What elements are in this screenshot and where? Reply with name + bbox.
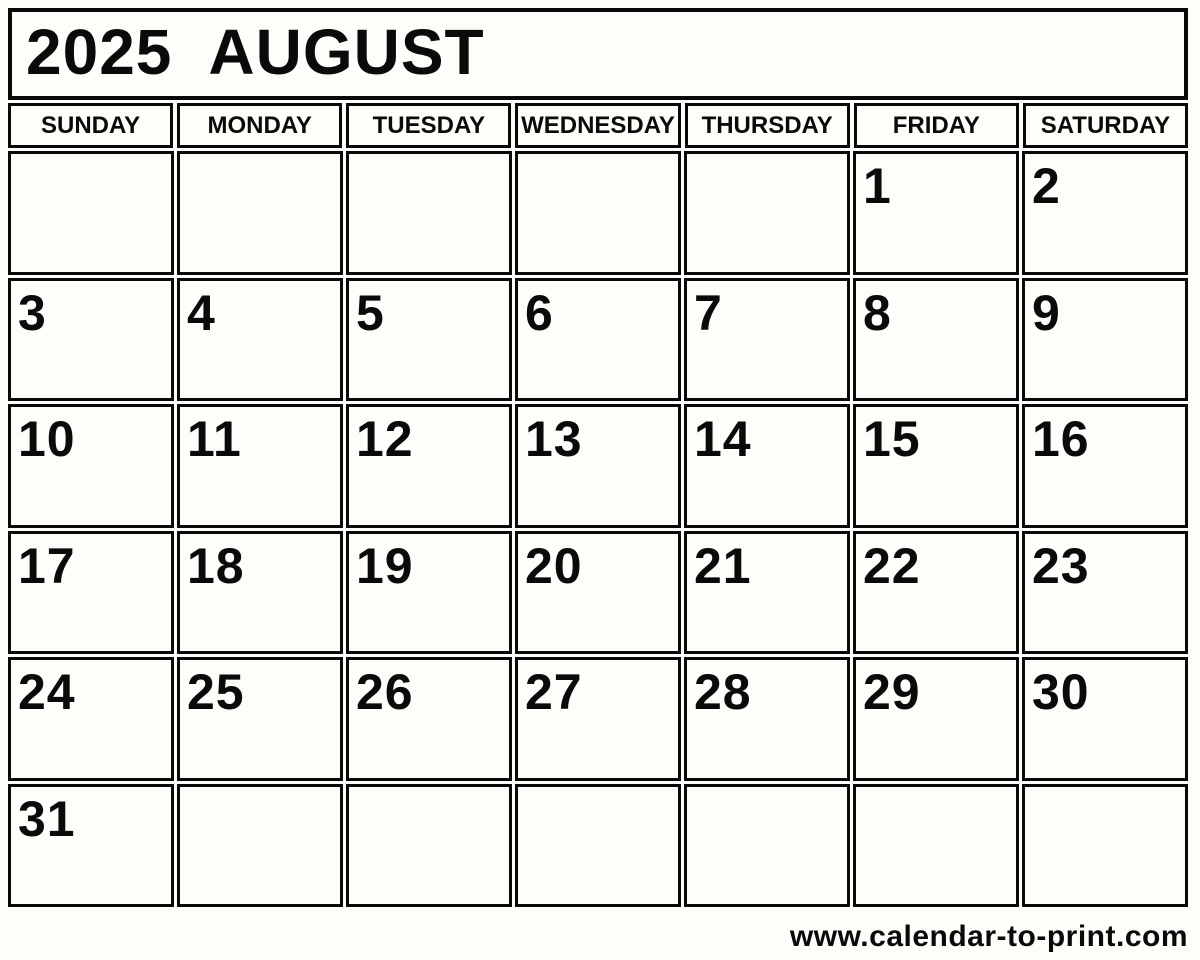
day-number: 5 bbox=[356, 284, 385, 341]
day-cell bbox=[177, 657, 343, 781]
day-cell bbox=[515, 657, 681, 781]
day-cell bbox=[1022, 784, 1188, 908]
day-cell bbox=[346, 404, 512, 528]
day-number: 4 bbox=[187, 284, 216, 341]
day-cell bbox=[853, 784, 1019, 908]
day-number: 26 bbox=[356, 664, 414, 720]
day-number: 18 bbox=[187, 537, 245, 594]
weekday-header-row bbox=[8, 103, 1188, 148]
day-cell bbox=[8, 784, 174, 908]
weekday-label-sunday: SUNDAY bbox=[8, 103, 173, 148]
day-cell bbox=[177, 531, 343, 655]
day-cell bbox=[684, 784, 850, 908]
day-number: 1 bbox=[863, 158, 892, 214]
day-number: 27 bbox=[525, 664, 583, 720]
day-number: 30 bbox=[1032, 664, 1090, 720]
weekday-label-wednesday: WEDNESDAY bbox=[515, 103, 680, 148]
watermark-url: www.calendar-to-print.com bbox=[789, 920, 1188, 953]
day-cell bbox=[853, 278, 1019, 402]
day-cell bbox=[8, 151, 174, 275]
day-cell bbox=[853, 151, 1019, 275]
day-cell bbox=[177, 151, 343, 275]
day-cell bbox=[1022, 531, 1188, 655]
day-number: 15 bbox=[863, 411, 921, 467]
title-month: AUGUST bbox=[208, 16, 485, 88]
day-cell bbox=[853, 657, 1019, 781]
day-number: 24 bbox=[18, 664, 76, 720]
day-cell bbox=[515, 531, 681, 655]
day-cell bbox=[1022, 657, 1188, 781]
day-cell bbox=[346, 151, 512, 275]
day-number: 19 bbox=[356, 537, 414, 594]
day-number: 21 bbox=[694, 537, 752, 594]
day-cell bbox=[8, 404, 174, 528]
weekday-label-friday: FRIDAY bbox=[854, 103, 1019, 148]
day-cell bbox=[8, 657, 174, 781]
day-cell bbox=[177, 278, 343, 402]
day-cell bbox=[177, 784, 343, 908]
day-number: 17 bbox=[18, 537, 76, 594]
day-cell bbox=[853, 404, 1019, 528]
day-number: 25 bbox=[187, 664, 245, 720]
day-number: 29 bbox=[863, 664, 921, 720]
day-cell bbox=[515, 278, 681, 402]
day-number: 28 bbox=[694, 664, 752, 720]
day-cell bbox=[1022, 151, 1188, 275]
day-cell bbox=[177, 404, 343, 528]
day-number: 12 bbox=[356, 411, 414, 467]
day-cell bbox=[346, 784, 512, 908]
day-number: 23 bbox=[1032, 537, 1090, 594]
day-cell bbox=[515, 404, 681, 528]
day-number: 8 bbox=[863, 284, 892, 341]
day-number: 2 bbox=[1032, 158, 1061, 214]
day-number: 16 bbox=[1032, 411, 1090, 467]
day-cell bbox=[684, 404, 850, 528]
day-number: 3 bbox=[18, 284, 47, 341]
day-number: 31 bbox=[18, 790, 76, 847]
day-cell bbox=[8, 278, 174, 402]
title-year: 2025 bbox=[26, 16, 173, 88]
day-cell bbox=[1022, 404, 1188, 528]
day-cell bbox=[8, 531, 174, 655]
calendar-grid bbox=[8, 151, 1188, 907]
day-cell bbox=[1022, 278, 1188, 402]
day-cell bbox=[346, 531, 512, 655]
day-cell bbox=[515, 784, 681, 908]
day-number: 10 bbox=[18, 411, 76, 467]
day-number: 11 bbox=[187, 411, 242, 467]
weekday-label-monday: MONDAY bbox=[177, 103, 342, 148]
day-cell bbox=[853, 531, 1019, 655]
day-number: 22 bbox=[863, 537, 921, 594]
day-number: 20 bbox=[525, 537, 583, 594]
day-cell bbox=[346, 278, 512, 402]
weekday-label-saturday: SATURDAY bbox=[1023, 103, 1188, 148]
day-cell bbox=[346, 657, 512, 781]
calendar-title-box bbox=[8, 8, 1188, 100]
day-cell bbox=[684, 657, 850, 781]
day-cell bbox=[515, 151, 681, 275]
weekday-label-tuesday: TUESDAY bbox=[346, 103, 511, 148]
day-number: 13 bbox=[525, 411, 583, 467]
day-cell bbox=[684, 278, 850, 402]
day-cell bbox=[684, 531, 850, 655]
day-number: 14 bbox=[694, 411, 752, 467]
day-number: 6 bbox=[525, 284, 554, 341]
day-number: 9 bbox=[1032, 284, 1061, 341]
day-cell bbox=[684, 151, 850, 275]
day-number: 7 bbox=[694, 284, 723, 341]
weekday-label-thursday: THURSDAY bbox=[685, 103, 850, 148]
